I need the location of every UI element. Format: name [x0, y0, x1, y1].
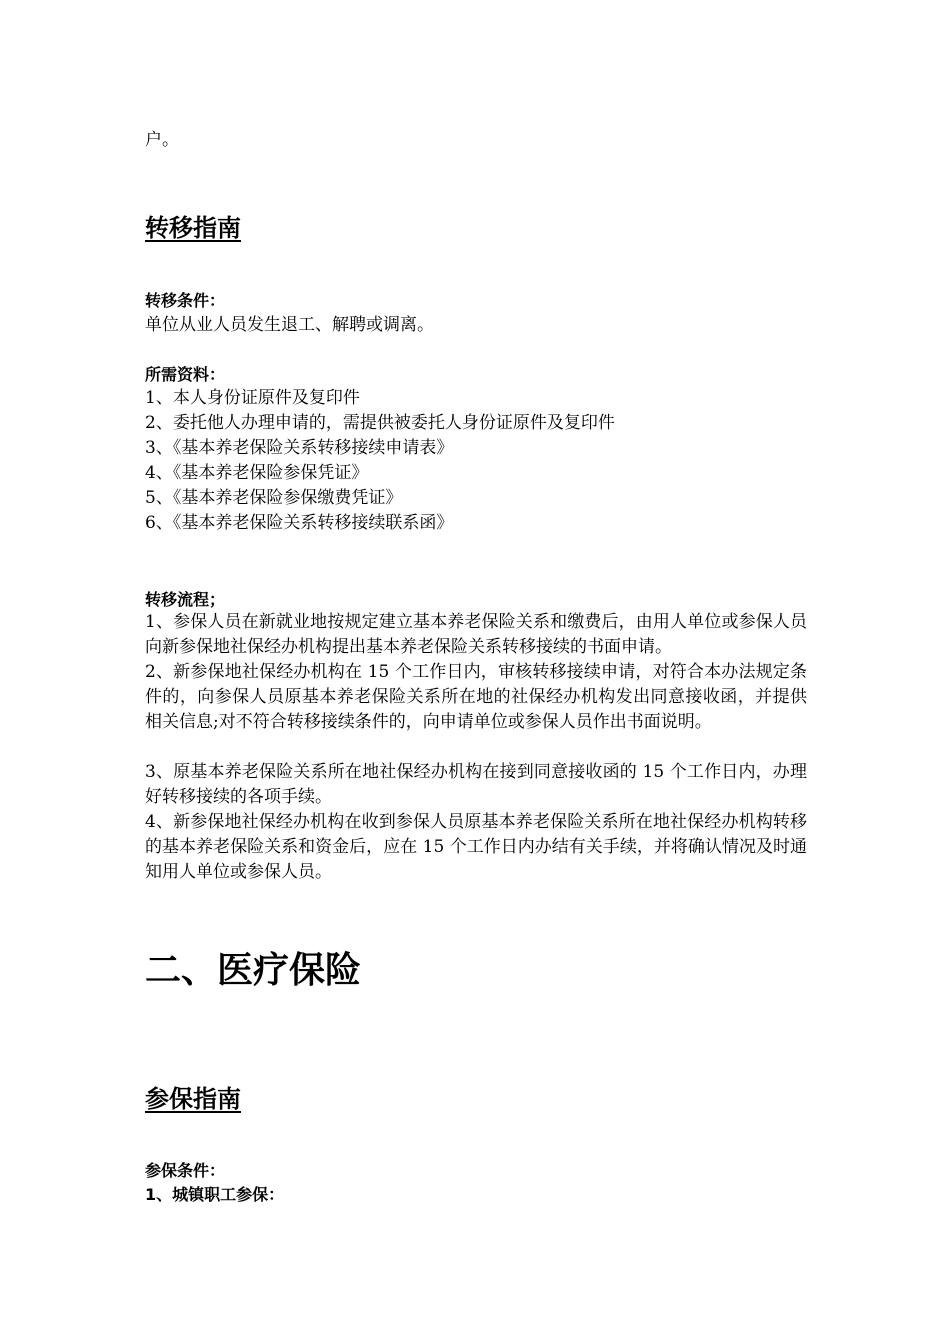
process-step-1: 1、参保人员在新就业地按规定建立基本养老保险关系和缴费后，由用人单位或参保人员向新参保地社保经办机构提出基本养老保险关系转移接续的书面申请。 — [145, 612, 807, 657]
materials-item-6: 6、《基本养老保险关系转移接续联系函》 — [145, 513, 454, 533]
top-fragment: 户。 — [145, 130, 179, 150]
materials-item-4: 4、《基本养老保险参保凭证》 — [145, 463, 369, 483]
process-step-3: 3、原基本养老保险关系所在地社保经办机构在接到同意接收函的 15 个工作日内，办理好转移接续的各项手续。 — [145, 762, 807, 807]
materials-item-3: 3、《基本养老保险关系转移接续申请表》 — [145, 438, 454, 458]
transfer-conditions-text: 单位从业人员发生退工、解聘或调离。 — [145, 315, 434, 335]
enroll-conditions-label: 参保条件： — [145, 1161, 226, 1180]
materials-item-5: 5、《基本养老保险参保缴费凭证》 — [145, 488, 403, 508]
process-step-2: 2、新参保地社保经办机构在 15 个工作日内，审核转移接续申请，对符合本办法规定条件的，向参保人员原基本养老保险关系所在地的社保经办机构发出同意接收函，并提供相关信息;对不符合转移接续条件的，向申请单位或参保人员作出书面说明。 — [145, 662, 807, 732]
process-step-4: 4、新参保地社保经办机构在收到参保人员原基本养老保险关系所在地社保经办机构转移的基本养老保险关系和资金后，应在 15 个工作日内办结有关手续，并将确认情况及时通知用人单位或参保人员。 — [145, 812, 807, 882]
process-label: 转移流程； — [145, 590, 226, 609]
materials-item-2: 2、委托他人办理申请的，需提供被委托人身份证原件及复印件 — [145, 413, 615, 433]
transfer-conditions-label: 转移条件： — [145, 291, 226, 310]
enroll-guide-heading: 参保指南 — [145, 1085, 241, 1113]
materials-label: 所需资料： — [145, 365, 226, 384]
transfer-guide-heading: 转移指南 — [145, 214, 241, 242]
materials-item-1: 1、本人身份证原件及复印件 — [145, 388, 360, 408]
section-two-title: 二、医疗保险 — [145, 950, 362, 991]
enroll-item-1: 1、城镇职工参保： — [145, 1185, 285, 1204]
